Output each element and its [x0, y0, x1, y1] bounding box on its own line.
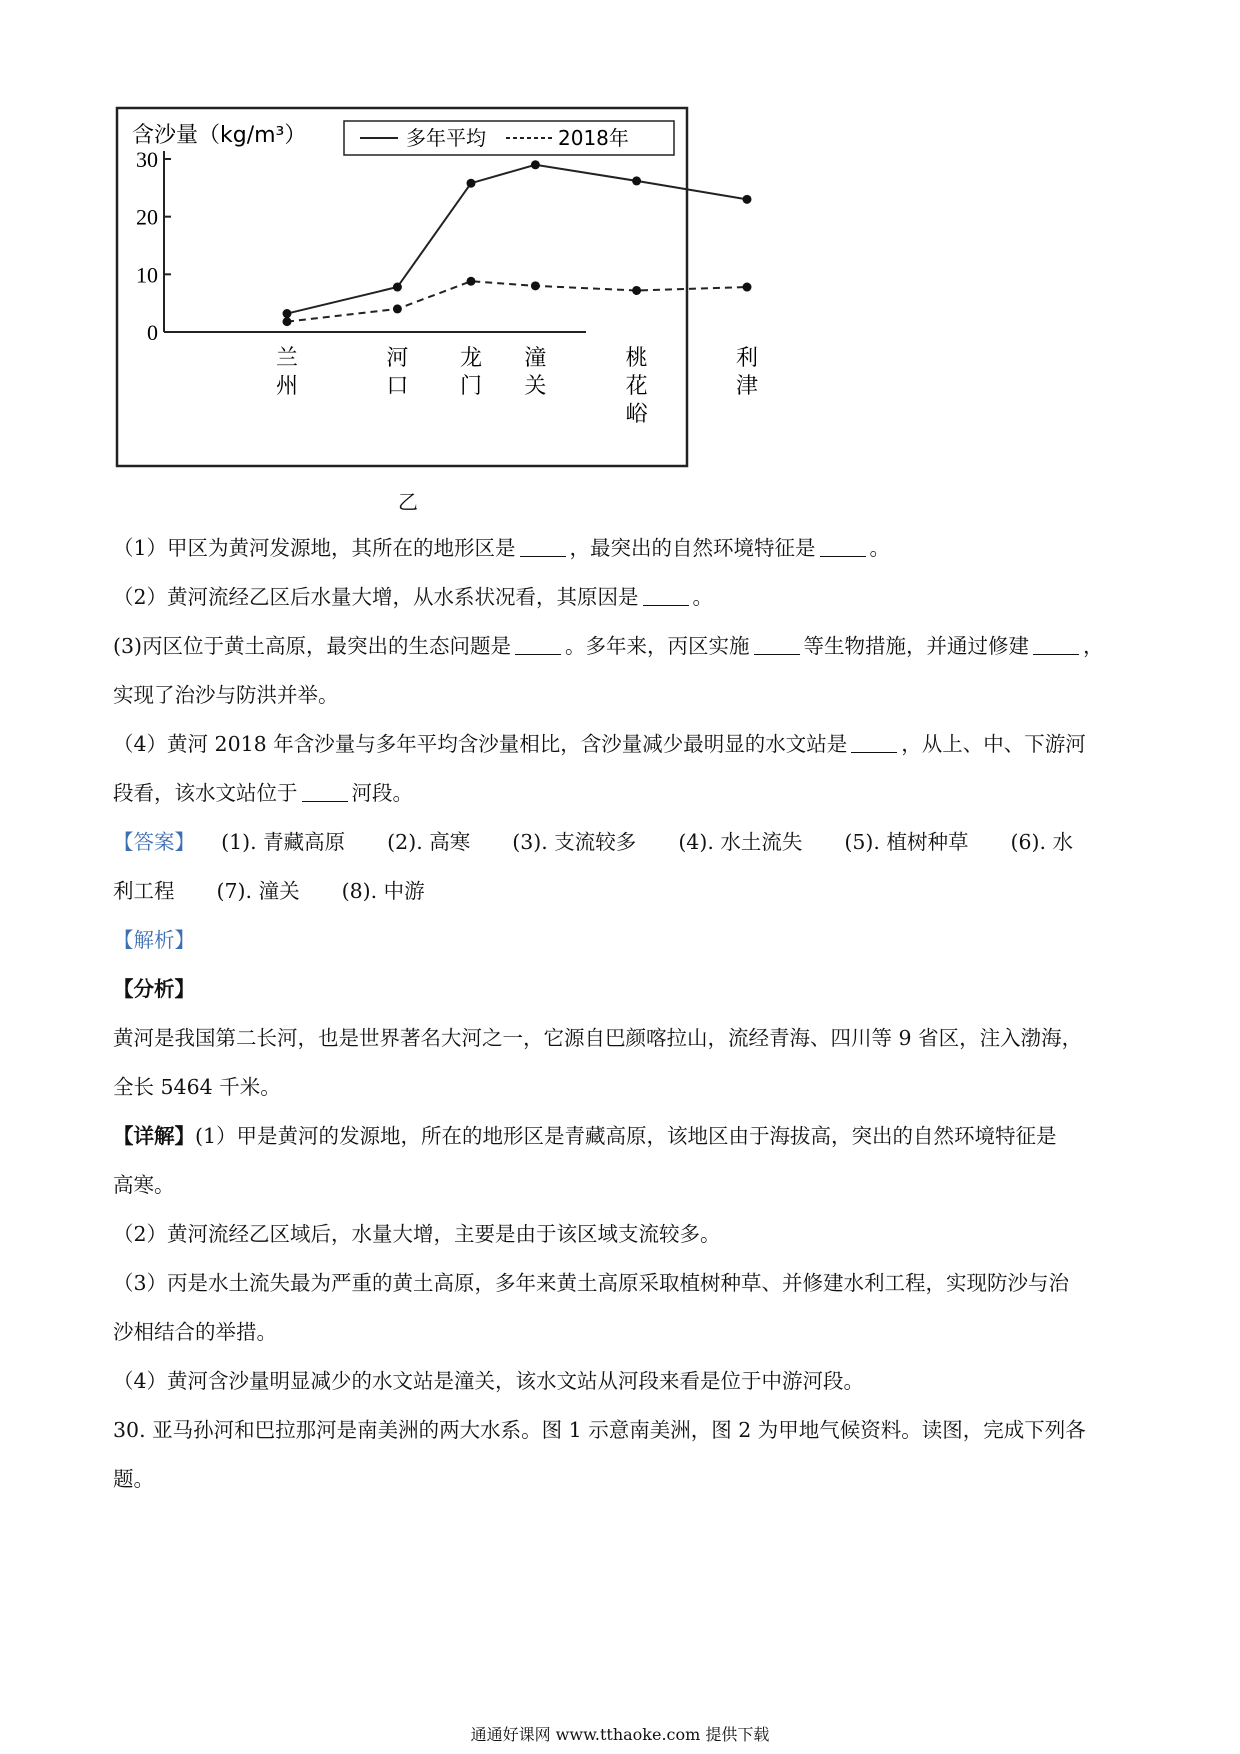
- fenxi-line-1: 黄河是我国第二长河，也是世界著名大河之一，它源自巴颜喀拉山，流经青海、四川等 9 省区，注入渤海，: [113, 1026, 1083, 1050]
- x-tick-label: 兰州: [275, 346, 299, 399]
- question-2: （2）黄河流经乙区后水量大增，从水系状况看，其原因是 。: [113, 585, 714, 609]
- figure-caption: 乙: [398, 490, 418, 514]
- fenxi-label: 【分析】: [113, 977, 195, 1001]
- question-30-line-1: 30. 亚马孙河和巴拉那河是南美洲的两大水系。图 1 示意南美洲，图 2 为甲地气候资料。读图，完成下列各: [113, 1418, 1086, 1442]
- question-30-line-2: 题。: [113, 1467, 154, 1491]
- answer-item: (8). 中游: [341, 879, 425, 903]
- question-4: （4）黄河 2018 年含沙量与多年平均含沙量相比，含沙量减少最明显的水文站是 ，从上、中、下游河: [113, 732, 1086, 756]
- sediment-chart-svg: [116, 107, 759, 467]
- question-3: (3)丙区位于黄土高原，最突出的生态问题是 。多年来，丙区实施 等生物措施，并通过修建 ，: [113, 634, 1104, 658]
- y-tick-label: 0: [147, 320, 158, 345]
- sediment-chart: [116, 107, 759, 467]
- data-point: [283, 317, 292, 326]
- fenxi-line-2: 全长 5464 千米。: [113, 1075, 281, 1099]
- x-tick-label: 利津: [735, 346, 759, 399]
- page-footer: 通通好课网 www.tthaoke.com 提供下载: [470, 1725, 770, 1744]
- answer-item: (7). 潼关: [216, 879, 300, 903]
- analysis-label: 【解析】: [113, 928, 195, 952]
- data-point: [632, 286, 641, 295]
- data-point: [467, 179, 476, 188]
- question-4-line2: 段看，该水文站位于 河段。: [113, 781, 413, 805]
- data-point: [283, 309, 292, 318]
- detail-line-3: （3）丙是水土流失最为严重的黄土高原，多年来黄土高原采取植树种草、并修建水利工程，实现防沙与治: [113, 1271, 1070, 1295]
- data-point: [632, 176, 641, 185]
- blank: [851, 751, 897, 753]
- blank: [754, 653, 800, 655]
- data-point: [393, 304, 402, 313]
- legend-series-2: 2018年: [558, 126, 629, 150]
- answer-item: (1). 青藏高原: [221, 830, 346, 854]
- detail-line-3b: 沙相结合的举措。: [113, 1320, 277, 1344]
- answer-line-2: [113, 867, 1133, 916]
- data-point: [531, 281, 540, 290]
- answer-line: [113, 818, 1133, 867]
- answer-item: (2). 高寒: [387, 830, 471, 854]
- y-axis-label: 含沙量（kg/m³）: [132, 123, 307, 148]
- x-tick-label: 龙门: [459, 346, 483, 399]
- data-point: [531, 160, 540, 169]
- chart-frame: [117, 108, 687, 466]
- legend-series-1: 多年平均: [406, 126, 486, 150]
- answer-item: (5). 植树种草: [844, 830, 969, 854]
- x-tick-label: 潼关: [524, 346, 547, 399]
- data-point: [467, 277, 476, 286]
- answer-item: (6). 水: [1010, 830, 1074, 854]
- data-point: [743, 195, 752, 204]
- answer-item: 利工程: [113, 879, 175, 903]
- x-tick-label: 河口: [386, 346, 409, 399]
- page-content: [113, 524, 1133, 1504]
- answer-item: (4). 水土流失: [678, 830, 803, 854]
- x-tick-label: 桃花峪: [625, 346, 648, 427]
- data-point: [393, 283, 402, 292]
- question-3-line2: 实现了治沙与防洪并举。: [113, 683, 339, 707]
- detail-line-2: （2）黄河流经乙区域后，水量大增，主要是由于该区域支流较多。: [113, 1222, 721, 1246]
- blank: [302, 800, 348, 802]
- answer-label: 【答案】: [113, 830, 195, 854]
- answer-item: (3). 支流较多: [512, 830, 637, 854]
- blank: [1033, 653, 1079, 655]
- blank: [515, 653, 561, 655]
- blank: [820, 555, 866, 557]
- detail-line-4: （4）黄河含沙量明显减少的水文站是潼关，该水文站从河段来看是位于中游河段。: [113, 1369, 865, 1393]
- detail-line-1: 【详解】(1）甲是黄河的发源地，所在的地形区是青藏高原，该地区由于海拔高，突出的自然环境特征是: [113, 1124, 1057, 1148]
- detail-line-1b: 高寒。: [113, 1173, 175, 1197]
- y-tick-label: 20: [136, 204, 158, 230]
- y-tick-label: 30: [136, 147, 158, 172]
- blank: [643, 604, 689, 606]
- y-tick-label: 10: [136, 262, 158, 288]
- blank: [520, 555, 566, 557]
- question-1: （1）甲区为黄河发源地，其所在的地形区是 ，最突出的自然环境特征是 。: [113, 536, 891, 560]
- data-point: [743, 283, 752, 292]
